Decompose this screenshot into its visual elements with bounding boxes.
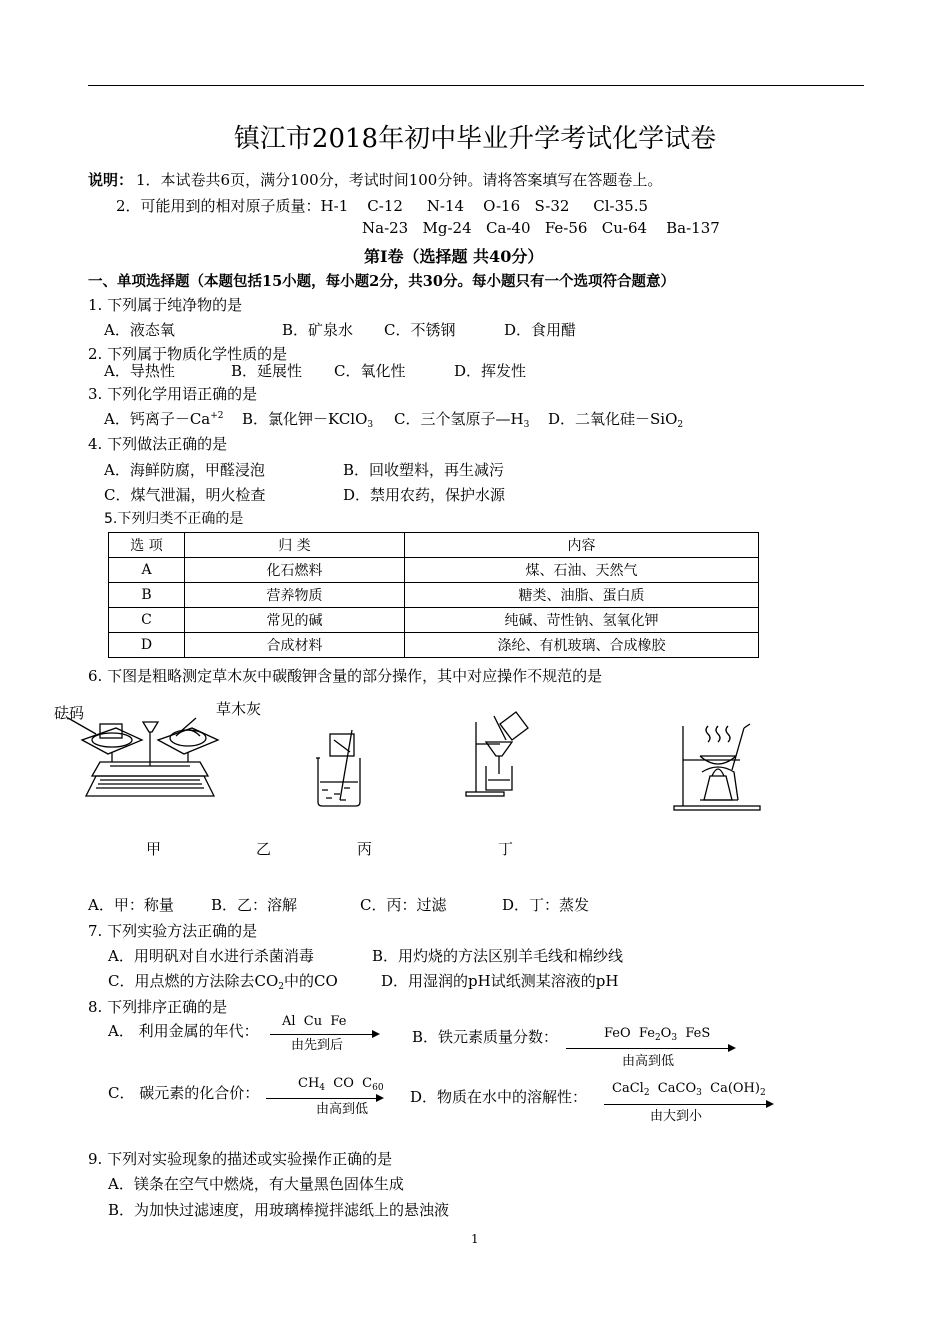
table-cell: 化石燃料 xyxy=(185,558,405,583)
q3-option-d: D．二氧化硅－SiO$_2$ xyxy=(548,410,684,430)
figure-label-yi: 乙 xyxy=(256,840,272,858)
section1-title: 一、单项选择题（本题包括15小题，每小题2分，共30分。每小题只有一个选项符合题意） xyxy=(88,273,675,290)
q8-option-b: B．铁元素质量分数： xyxy=(412,1028,559,1046)
table-cell: A xyxy=(109,558,185,583)
q7-option-c: C．用点燃的方法除去$CO_2$中的CO xyxy=(108,972,338,992)
q8-c-sequence: $CH_4$ CO $C_{60}$ xyxy=(298,1076,384,1093)
balance-illustration xyxy=(68,718,218,796)
q3-option-c: C．三个氢原子$—H_3$ xyxy=(394,410,530,430)
table-cell: 合成材料 xyxy=(185,633,405,658)
q8-stem: 8. 下列排序正确的是 xyxy=(88,998,228,1016)
q1-option-a: A．液态氧 xyxy=(104,321,175,339)
q1-option-c: C．不锈钢 xyxy=(384,321,456,339)
table-cell: D xyxy=(109,633,185,658)
q8-option-a: A． 利用金属的年代： xyxy=(108,1022,259,1040)
beaker-dissolving-illustration xyxy=(316,730,360,806)
q6-option-b: B．乙：溶解 xyxy=(211,896,298,914)
q8-b-arrow-head xyxy=(728,1044,736,1052)
q8-a-sequence: Al Cu Fe xyxy=(282,1014,347,1029)
q1-option-b: B．矿泉水 xyxy=(282,321,354,339)
q8-b-arrow xyxy=(566,1048,728,1049)
q6-option-c: C．丙：过滤 xyxy=(360,896,447,914)
label-weights: 砝码 xyxy=(54,704,85,722)
evaporation-illustration xyxy=(674,724,760,810)
table-cell: 煤、石油、天然气 xyxy=(405,558,759,583)
notes-label: 说明： xyxy=(88,171,134,189)
q1-stem: 1. 下列属于纯净物的是 xyxy=(88,296,243,314)
page-number: 1 xyxy=(471,1232,479,1246)
table-cell: B xyxy=(109,583,185,608)
q8-b-direction: 由高到低 xyxy=(622,1054,675,1069)
part1-title: 第Ⅰ卷（选择题 共40分） xyxy=(364,247,544,266)
q2-stem: 2. 下列属于物质化学性质的是 xyxy=(88,345,288,363)
table-cell: 纯碱、苛性钠、氢氧化钾 xyxy=(405,608,759,633)
notes-line-3: Na-23 Mg-24 Ca-40 Fe-56 Cu-64 Ba-137 xyxy=(362,219,720,237)
q8-c-arrow-head xyxy=(376,1094,384,1102)
q8-d-arrow-head xyxy=(766,1100,774,1108)
q2-option-a: A．导热性 xyxy=(104,362,175,380)
q6-option-d: D．丁：蒸发 xyxy=(502,896,590,914)
q8-c-direction: 由高到低 xyxy=(316,1102,369,1117)
table-cell: 糖类、油脂、蛋白质 xyxy=(405,583,759,608)
q7-stem: 7. 下列实验方法正确的是 xyxy=(88,922,258,940)
figure-label-jia: 甲 xyxy=(146,840,162,858)
q3-option-a: A．钙离子$-Ca^{+2}$ xyxy=(104,410,224,428)
q2-option-c: C．氧化性 xyxy=(334,362,406,380)
q2-option-b: B．延展性 xyxy=(231,362,303,380)
q8-a-direction: 由先到后 xyxy=(291,1038,344,1053)
q4-stem: 4. 下列做法正确的是 xyxy=(88,435,228,453)
q8-a-arrow-head xyxy=(372,1030,380,1038)
table-header-content: 内容 xyxy=(405,533,759,558)
q2-option-d: D．挥发性 xyxy=(454,362,527,380)
q6-stem: 6. 下图是粗略测定草木灰中碳酸钾含量的部分操作，其中对应操作不规范的是 xyxy=(88,667,603,685)
table-header-option: 选 项 xyxy=(109,533,185,558)
q1-option-d: D．食用醋 xyxy=(504,321,577,339)
notes-line-2: 2．可能用到的相对原子质量：H-1 C-12 N-14 O-16 S-32 Cl-35.5 xyxy=(116,197,649,215)
page-title: 镇江市2018年初中毕业升学考试化学试卷 xyxy=(233,124,717,154)
q6-option-a: A．甲：称量 xyxy=(88,896,174,914)
q4-option-d: D．禁用农药，保护水源 xyxy=(343,486,506,504)
q9-option-b: B．为加快过滤速度，用玻璃棒搅拌滤纸上的悬浊液 xyxy=(108,1201,450,1219)
q7-option-b: B．用灼烧的方法区别羊毛线和棉纱线 xyxy=(372,947,624,965)
figure-label-ding: 丁 xyxy=(498,840,514,858)
q3-stem: 3. 下列化学用语正确的是 xyxy=(88,385,258,403)
q8-d-direction: 由大到小 xyxy=(650,1109,703,1124)
label-plant-ash: 草木灰 xyxy=(216,700,262,718)
q8-b-sequence: FeO $Fe_2O_3$ FeS xyxy=(604,1026,711,1043)
q4-option-c: C．煤气泄漏，明火检查 xyxy=(104,486,266,504)
table-cell: 营养物质 xyxy=(185,583,405,608)
q7-option-d: D．用湿润的pH试纸测某溶液的pH xyxy=(381,972,619,990)
q9-stem: 9. 下列对实验现象的描述或实验操作正确的是 xyxy=(88,1150,393,1168)
notes-line-1: 1．本试卷共6页，满分100分，考试时间100分钟。请将答案填写在答题卷上。 xyxy=(136,171,663,189)
filtration-illustration xyxy=(466,712,528,796)
q8-option-d: D．物质在水中的溶解性： xyxy=(410,1088,588,1106)
q4-option-b: B．回收塑料，再生减污 xyxy=(343,461,505,479)
table-cell: C xyxy=(109,608,185,633)
q3-option-b: B．氯化钾－KClO$_3$ xyxy=(242,410,374,430)
q8-option-c: C． 碳元素的化合价： xyxy=(108,1084,260,1102)
q5-stem: 5.下列归类不正确的是 xyxy=(104,511,244,527)
q7-option-a: A．用明矾对自水进行杀菌消毒 xyxy=(108,947,314,965)
table-cell: 涤纶、有机玻璃、合成橡胶 xyxy=(405,633,759,658)
q9-option-a: A．镁条在空气中燃烧，有大量黑色固体生成 xyxy=(108,1175,404,1193)
q4-option-a: A．海鲜防腐，甲醛浸泡 xyxy=(104,461,265,479)
figure-label-bing: 丙 xyxy=(357,840,373,858)
q8-d-sequence: CaCl$_2$ CaCO$_3$ $Ca(OH)_2$ xyxy=(612,1081,766,1098)
table-cell: 常见的碱 xyxy=(185,608,405,633)
table-header-category: 归 类 xyxy=(185,533,405,558)
